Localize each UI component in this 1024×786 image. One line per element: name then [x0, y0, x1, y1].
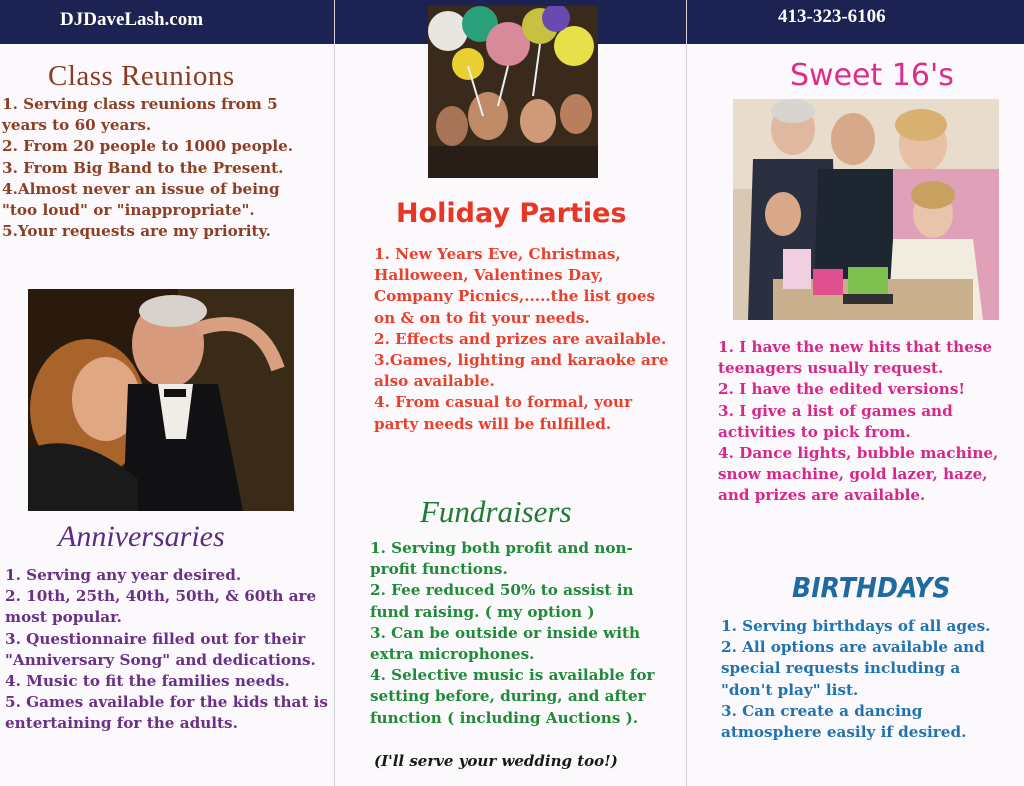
website-link[interactable]: DJDaveLash.com	[60, 9, 204, 30]
phone-number[interactable]: 413-323-6106	[778, 6, 886, 27]
list-item: 3. Can create a dancing atmosphere easily if desired.	[721, 701, 967, 742]
list-item: 2. I have the edited versions!	[718, 380, 966, 399]
holiday-parties-list	[374, 244, 674, 435]
list-item: 1. Serving both profit and non-profit functions.	[370, 539, 633, 579]
list-item: 4. Dance lights, bubble machine, snow machine, gold lazer, haze, and prizes are available.	[718, 444, 999, 505]
list-item: 2. From 20 people to 1000 people.	[2, 137, 294, 156]
class-reunions-list	[2, 94, 320, 242]
list-item: 4. Music to fit the families needs.	[5, 672, 290, 691]
list-item: 2. All options are available and special requests including a "don't play" list.	[721, 638, 985, 699]
list-item: 2. 10th, 25th, 40th, 50th, & 60th are most popular.	[5, 587, 317, 627]
class-reunions-heading: Class Reunions	[48, 60, 235, 92]
list-item: 3.Games, lighting and karaoke are also available.	[374, 351, 669, 391]
fundraisers-list	[370, 538, 670, 729]
party-balloons-photo	[428, 6, 598, 178]
list-item: 3. I give a list of games and activities to pick from.	[718, 401, 953, 441]
list-item: 2. Fee reduced 50% to assist in fund raising. ( my option )	[370, 581, 634, 621]
list-item: 1. Serving class reunions from 5 years to 60 years.	[2, 95, 278, 135]
sweet-16-list	[718, 337, 1018, 507]
holiday-parties-heading: Holiday Parties	[396, 198, 627, 229]
list-item: 3. From Big Band to the Present.	[2, 158, 284, 177]
anniversaries-heading: Anniversaries	[58, 520, 225, 553]
wedding-note: (I'll serve your wedding too!)	[374, 752, 618, 770]
list-item: 1. I have the new hits that these teenagers usually request.	[718, 338, 993, 378]
list-item: 5. Games available for the kids that is entertaining for the adults.	[5, 693, 328, 733]
list-item: 1. Serving birthdays of all ages.	[721, 617, 991, 635]
fundraisers-heading: Fundraisers	[420, 494, 572, 529]
birthdays-list	[721, 616, 1011, 743]
birthdays-heading: BIRTHDAYS	[792, 571, 951, 604]
sweet-16-family-photo	[733, 99, 999, 320]
list-item: 4. Selective music is available for setting before, during, and after function ( including Auctions ).	[370, 666, 655, 727]
list-item: 2. Effects and prizes are available.	[374, 329, 667, 348]
list-item: 4.Almost never an issue of being "too loud" or "inappropriate".	[2, 179, 280, 220]
anniversaries-list	[5, 565, 330, 735]
list-item: 3. Can be outside or inside with extra microphones.	[370, 623, 641, 664]
panel-fold-right	[686, 0, 687, 786]
panel-fold-left	[334, 0, 335, 786]
list-item: 1. Serving any year desired.	[5, 566, 242, 584]
list-item: 4. From casual to formal, your party needs will be fulfilled.	[374, 393, 633, 433]
sweet-16-heading: Sweet 16's	[790, 58, 954, 93]
list-item: 5.Your requests are my priority.	[2, 222, 271, 241]
list-item: 1. New Years Eve, Christmas, Halloween, Valentines Day, Company Picnics,.....the list goes on & on to fit your needs.	[374, 245, 656, 327]
anniversary-couple-photo	[28, 289, 294, 511]
list-item: 3. Questionnaire filled out for their "Anniversary Song" and dedications.	[5, 629, 316, 669]
